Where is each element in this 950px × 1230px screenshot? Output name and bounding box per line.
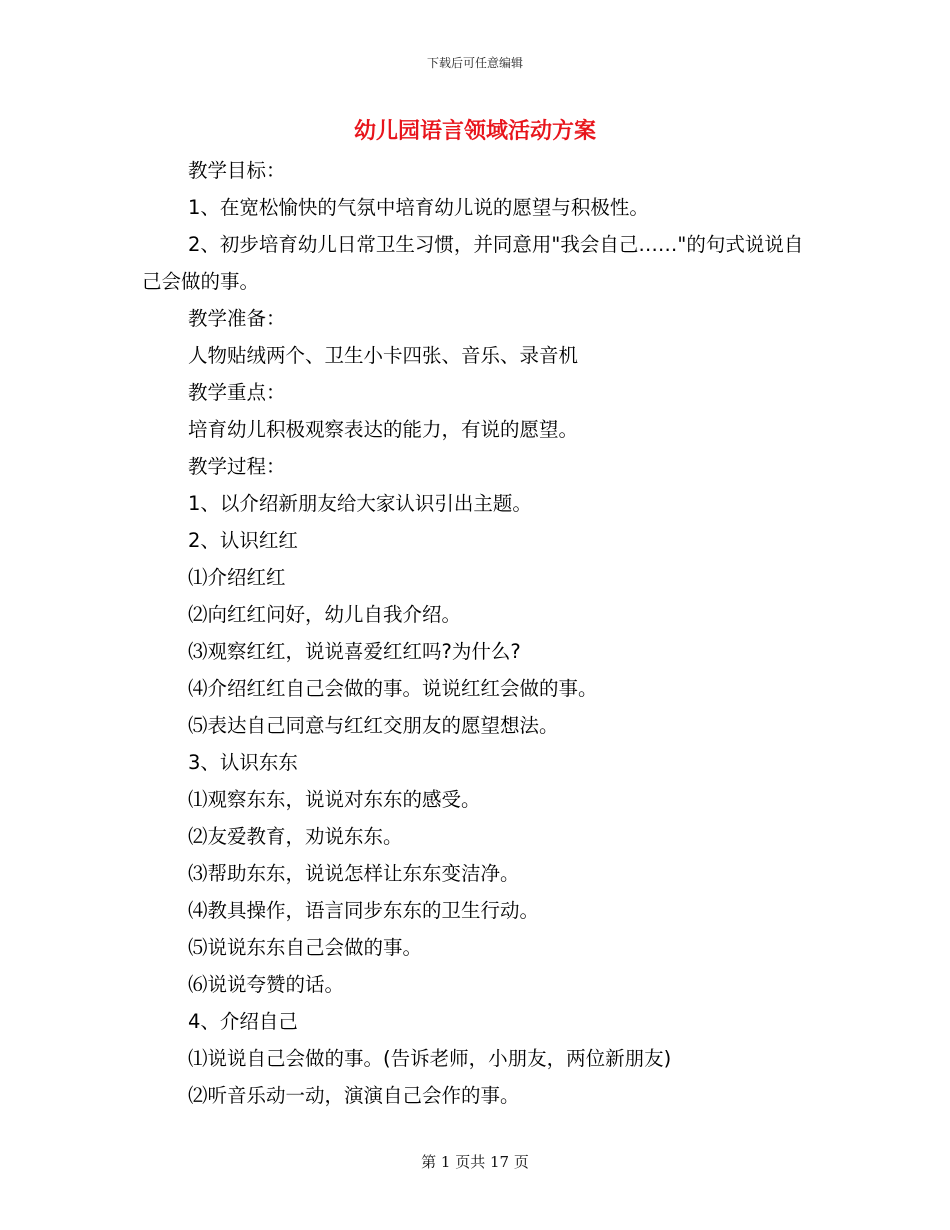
- sub-list-item: ⑹说说夸赞的话。: [188, 973, 345, 996]
- sub-list-item: ⑸说说东东自己会做的事。: [188, 936, 423, 959]
- section-heading-focus: 教学重点：: [188, 381, 286, 404]
- list-item: 4、介绍自己: [188, 1010, 298, 1033]
- sub-list-item: ⑷介绍红红自己会做的事。说说红红会做的事。: [188, 677, 598, 700]
- sub-list-item: ⑵友爱教育，劝说东东。: [188, 825, 403, 848]
- sub-list-item: ⑸表达自己同意与红红交朋友的愿望想法。: [188, 714, 559, 737]
- sub-list-item: ⑵向红红问好，幼儿自我介绍。: [188, 603, 462, 626]
- sub-list-item: ⑴说说自己会做的事。(告诉老师，小朋友，两位新朋友): [188, 1047, 672, 1070]
- sub-list-item: ⑶观察红红，说说喜爱红红吗?为什么?: [188, 640, 521, 663]
- sub-list-item: ⑷教具操作，语言同步东东的卫生行动。: [188, 899, 540, 922]
- paragraph: 培育幼儿积极观察表达的能力，有说的愿望。: [188, 418, 579, 441]
- sub-list-item: ⑵听音乐动一动，演演自己会作的事。: [188, 1084, 520, 1107]
- list-item: 2、认识红红: [188, 529, 298, 552]
- paragraph: 人物贴绒两个、卫生小卡四张、音乐、录音机: [188, 344, 579, 367]
- paragraph: 1、在宽松愉快的气氛中培育幼儿说的愿望与积极性。: [188, 196, 649, 219]
- section-heading-process: 教学过程：: [188, 455, 286, 478]
- sub-list-item: ⑶帮助东东，说说怎样让东东变洁净。: [188, 862, 520, 885]
- page-header: 下载后可任意编辑: [426, 56, 523, 70]
- section-heading-goals: 教学目标：: [188, 159, 286, 182]
- section-heading-preparation: 教学准备：: [188, 307, 286, 330]
- sub-list-item: ⑴介绍红红: [188, 566, 286, 589]
- document-body: [142, 152, 822, 1114]
- document-title: 幼儿园语言领域活动方案: [353, 118, 596, 144]
- paragraph: 2、初步培育幼儿日常卫生习惯，并同意用"我会自己……"的句式说说自己会做的事。: [142, 233, 804, 293]
- list-item: 1、以介绍新朋友给大家认识引出主题。: [188, 492, 532, 515]
- sub-list-item: ⑴观察东东，说说对东东的感受。: [188, 788, 481, 811]
- list-item: 3、认识东东: [188, 751, 298, 774]
- page-number: 第 1 页共 17 页: [421, 1153, 529, 1171]
